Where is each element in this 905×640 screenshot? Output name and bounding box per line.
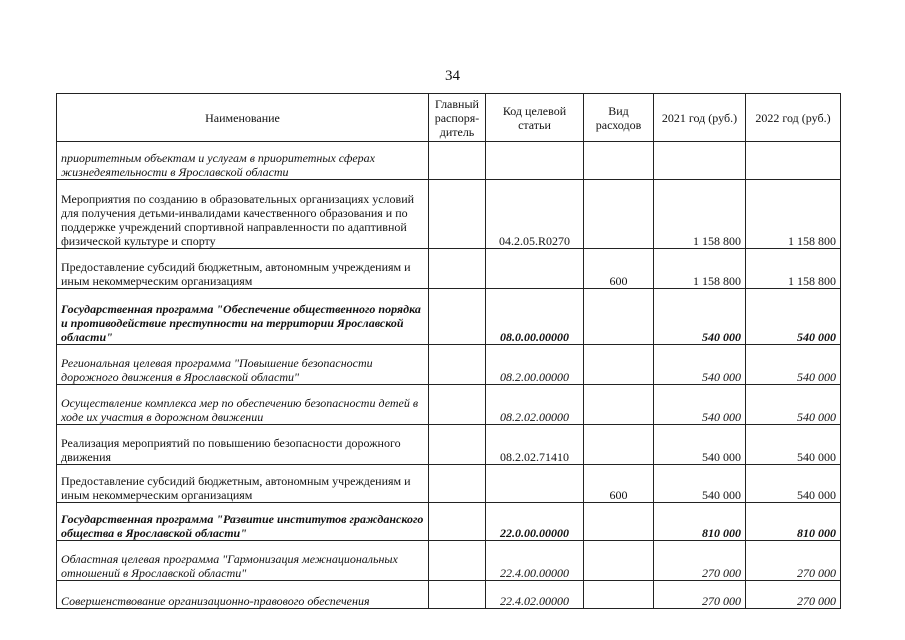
row-code-cell (486, 465, 584, 503)
table-row (57, 289, 841, 345)
table-header-row (57, 94, 841, 142)
row-2021-cell: 540 000 (654, 465, 746, 503)
row-type-cell: 600 (584, 465, 654, 503)
row-name-cell: Государственная программа "Обеспечение общественного порядка и противодействие преступности на территории Ярославской области" (57, 289, 429, 345)
row-code-cell: 22.0.00.00000 (486, 503, 584, 541)
row-manager-cell (429, 541, 486, 581)
row-2021-cell: 1 158 800 (654, 180, 746, 249)
row-type-cell (584, 289, 654, 345)
row-code-cell (486, 142, 584, 180)
row-manager-cell (429, 465, 486, 503)
row-manager-cell (429, 249, 486, 289)
row-code-cell: 08.2.02.00000 (486, 385, 584, 425)
table-row (57, 180, 841, 249)
row-name-cell: Совершенствование организационно-правового обеспечения (57, 581, 429, 609)
header-manager: Главный распоря-дитель (429, 94, 486, 142)
row-manager-cell (429, 581, 486, 609)
row-manager-cell (429, 345, 486, 385)
row-2022-cell: 540 000 (746, 345, 841, 385)
row-type-cell (584, 581, 654, 609)
row-2021-cell: 540 000 (654, 289, 746, 345)
row-name-cell: Реализация мероприятий по повышению безопасности дорожного движения (57, 425, 429, 465)
row-type-cell (584, 425, 654, 465)
row-type-cell (584, 385, 654, 425)
page-number: 34 (445, 68, 460, 84)
row-2022-cell: 540 000 (746, 425, 841, 465)
row-name-cell: Предоставление субсидий бюджетным, автономным учреждениям и иным некоммерческим организациям (57, 465, 429, 503)
row-type-cell (584, 142, 654, 180)
row-2022-cell: 270 000 (746, 581, 841, 609)
row-type-cell (584, 345, 654, 385)
row-code-cell (486, 249, 584, 289)
row-2021-cell: 810 000 (654, 503, 746, 541)
row-code-cell: 04.2.05.R0270 (486, 180, 584, 249)
row-manager-cell (429, 289, 486, 345)
row-type-cell: 600 (584, 249, 654, 289)
table-row (57, 465, 841, 503)
row-name-cell: Областная целевая программа "Гармонизация межнациональных отношений в Ярославской области" (57, 541, 429, 581)
row-2021-cell: 270 000 (654, 541, 746, 581)
row-code-cell: 08.0.00.00000 (486, 289, 584, 345)
row-2021-cell: 270 000 (654, 581, 746, 609)
row-2022-cell (746, 142, 841, 180)
row-manager-cell (429, 425, 486, 465)
row-2022-cell: 1 158 800 (746, 249, 841, 289)
table-row (57, 425, 841, 465)
row-2021-cell (654, 142, 746, 180)
row-2021-cell: 540 000 (654, 345, 746, 385)
row-2021-cell: 1 158 800 (654, 249, 746, 289)
table-row (57, 142, 841, 180)
table-row (57, 581, 841, 609)
row-name-cell: Осуществление комплекса мер по обеспечению безопасности детей в ходе их участия в дорожном движении (57, 385, 429, 425)
header-2021: 2021 год (руб.) (654, 94, 746, 142)
row-name-cell: Предоставление субсидий бюджетным, автономным учреждениям и иным некоммерческим организациям (57, 249, 429, 289)
row-2021-cell: 540 000 (654, 425, 746, 465)
row-code-cell: 08.2.00.00000 (486, 345, 584, 385)
header-2022: 2022 год (руб.) (746, 94, 841, 142)
table-row (57, 345, 841, 385)
row-code-cell: 08.2.02.71410 (486, 425, 584, 465)
row-type-cell (584, 503, 654, 541)
row-2022-cell: 270 000 (746, 541, 841, 581)
row-2021-cell: 540 000 (654, 385, 746, 425)
table-row (57, 503, 841, 541)
row-name-cell: Мероприятия по созданию в образовательных организациях условий для получения детьми-инвалидами качественного образования и по поддержке учреждений спортивной направленности по адаптивной физической культуре и спорту (57, 180, 429, 249)
row-2022-cell: 1 158 800 (746, 180, 841, 249)
row-2022-cell: 540 000 (746, 465, 841, 503)
row-2022-cell: 540 000 (746, 385, 841, 425)
row-manager-cell (429, 385, 486, 425)
row-name-cell: Региональная целевая программа "Повышение безопасности дорожного движения в Ярославской области" (57, 345, 429, 385)
row-manager-cell (429, 503, 486, 541)
row-type-cell (584, 541, 654, 581)
row-code-cell: 22.4.02.00000 (486, 581, 584, 609)
row-manager-cell (429, 180, 486, 249)
row-manager-cell (429, 142, 486, 180)
table-row (57, 385, 841, 425)
budget-table (56, 93, 841, 609)
row-2022-cell: 540 000 (746, 289, 841, 345)
header-code: Код целевой статьи (486, 94, 584, 142)
row-2022-cell: 810 000 (746, 503, 841, 541)
header-name: Наименование (57, 94, 429, 142)
row-type-cell (584, 180, 654, 249)
table-row (57, 541, 841, 581)
row-name-cell: Государственная программа "Развитие институтов гражданского общества в Ярославской области" (57, 503, 429, 541)
header-type: Вид расходов (584, 94, 654, 142)
table-row (57, 249, 841, 289)
row-name-cell: приоритетным объектам и услугам в приоритетных сферах жизнедеятельности в Ярославской области (57, 142, 429, 180)
row-code-cell: 22.4.00.00000 (486, 541, 584, 581)
